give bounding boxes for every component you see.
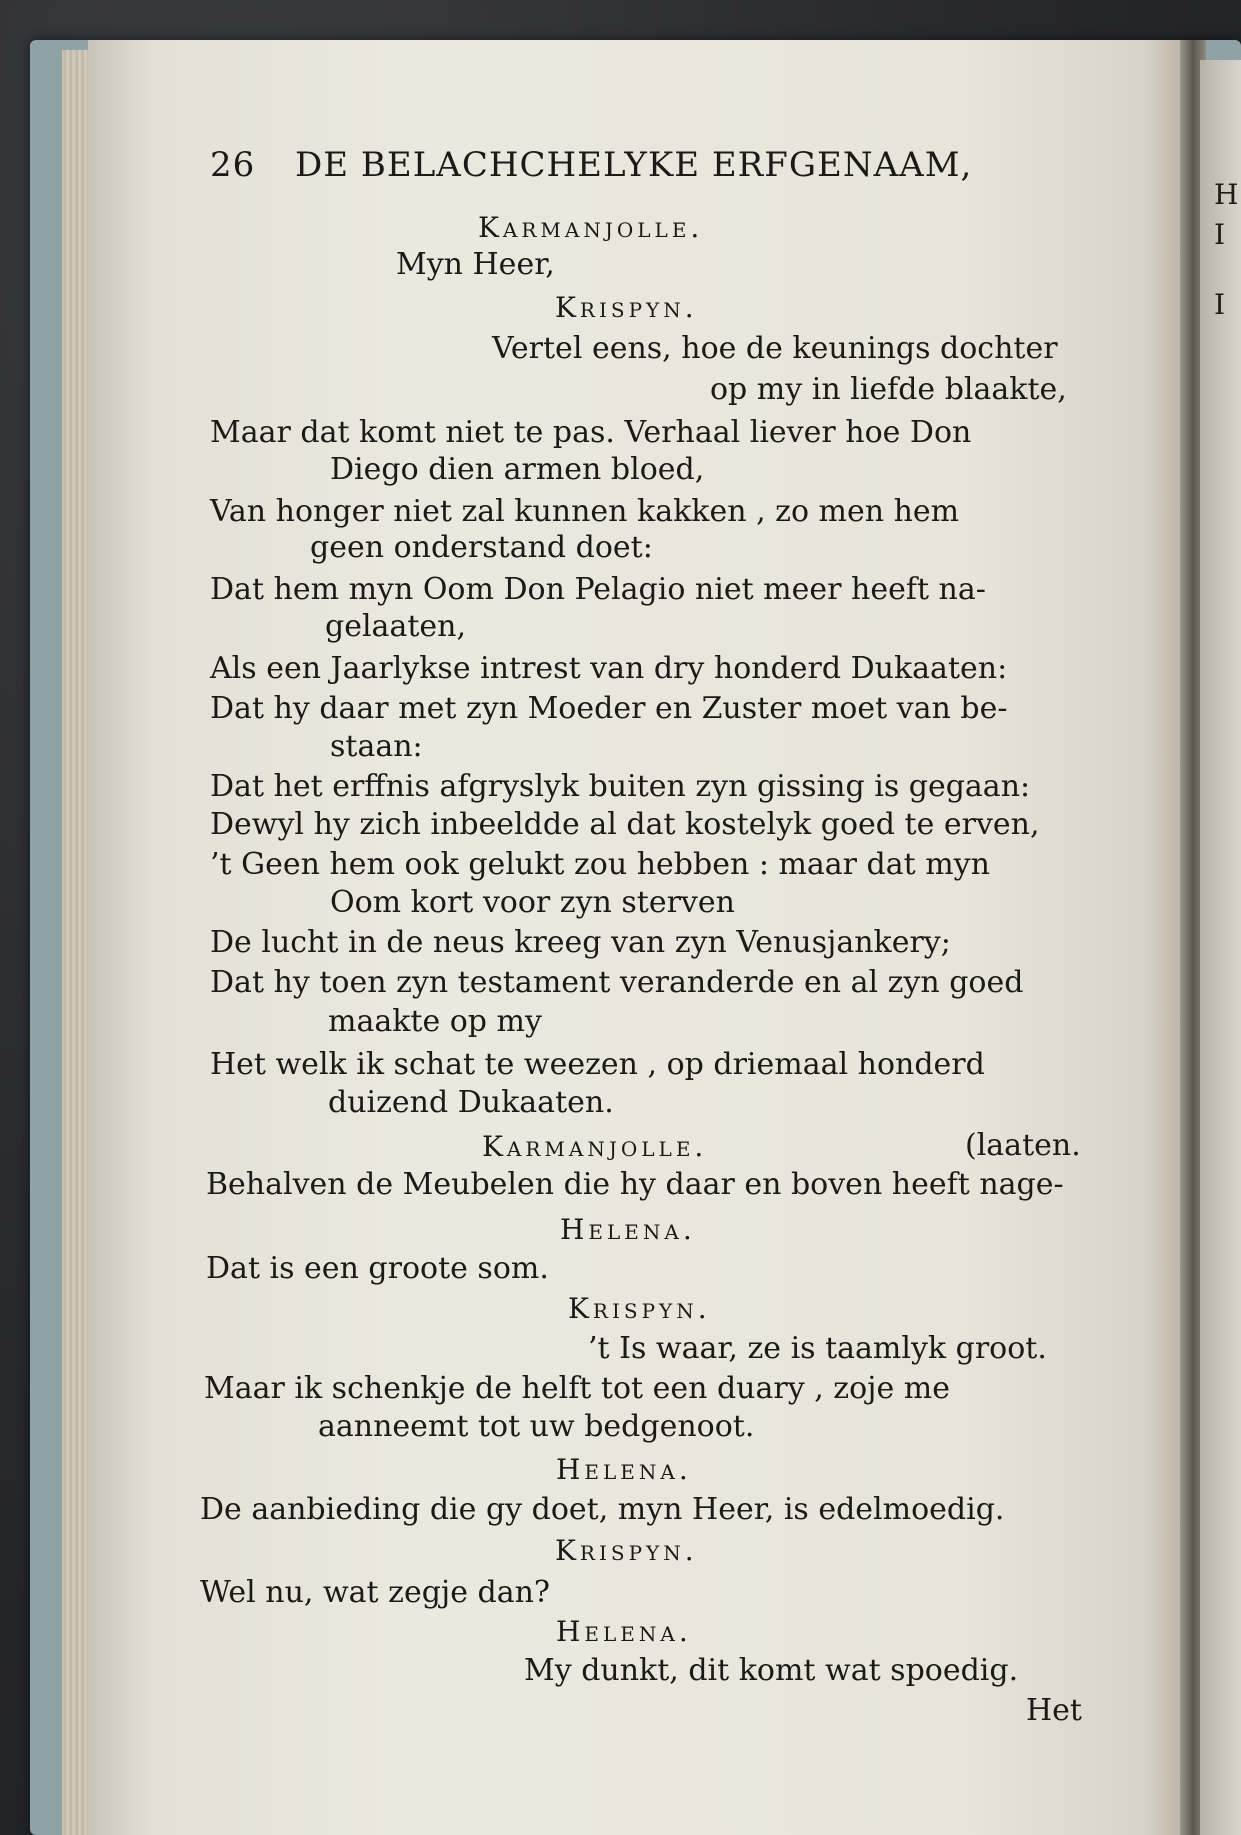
verse-line: Vertel eens, hoe de keunings dochter xyxy=(492,331,1058,366)
verse-line: Behalven de Meubelen die hy daar en boven heeft nage- xyxy=(206,1167,1064,1202)
speaker-name: Karmanjolle. xyxy=(482,1130,708,1163)
verse-line: Dat hy toen zyn testament veranderde en al zyn goed xyxy=(210,965,1024,1000)
verse-line: geen onderstand doet: xyxy=(310,530,653,565)
verse-line: maakte op my xyxy=(328,1004,542,1039)
next-page-letter: H xyxy=(1214,178,1239,211)
verse-line: De aanbieding die gy doet, myn Heer, is edelmoedig. xyxy=(200,1492,1005,1527)
verse-line: Myn Heer, xyxy=(396,247,555,282)
speaker-name: Krispyn. xyxy=(555,291,698,324)
verse-line: staan: xyxy=(330,729,423,764)
speaker-name: Helena. xyxy=(560,1213,696,1246)
verse-line: Diego dien armen bloed, xyxy=(330,452,705,487)
verse-line: Dewyl hy zich inbeeldde al dat kostelyk goed te erven, xyxy=(210,807,1040,842)
verse-line: Oom kort voor zyn sterven xyxy=(330,885,735,920)
verse-line: Maar dat komt niet te pas. Verhaal liever hoe Don xyxy=(210,415,972,450)
verse-line: gelaaten, xyxy=(325,609,466,644)
verse-line: aanneemt tot uw bedgenoot. xyxy=(318,1409,755,1444)
verse-line: Het welk ik schat te weezen , op driemaal honderd xyxy=(210,1047,985,1082)
verse-line: ’t Is waar, ze is taamlyk groot. xyxy=(588,1331,1047,1366)
speaker-name: Karmanjolle. xyxy=(478,211,704,244)
verse-line: Dat hem myn Oom Don Pelagio niet meer heeft na- xyxy=(210,572,986,607)
next-page-letter: I xyxy=(1214,288,1226,321)
verse-line: (laaten. xyxy=(965,1128,1081,1163)
verse-line: Dat het erffnis afgryslyk buiten zyn gissing is gegaan: xyxy=(210,769,1031,804)
verse-line: My dunkt, dit komt wat spoedig. xyxy=(524,1653,1019,1688)
speaker-name: Krispyn. xyxy=(555,1534,698,1567)
speaker-name: Krispyn. xyxy=(568,1292,711,1325)
verse-line: op my in liefde blaakte, xyxy=(710,372,1067,407)
verse-line: Dat is een groote som. xyxy=(206,1251,549,1286)
verse-line: Wel nu, wat zegje dan? xyxy=(200,1575,550,1610)
verse-line: duizend Dukaaten. xyxy=(328,1085,614,1120)
verse-line: ’t Geen hem ook gelukt zou hebben : maar dat myn xyxy=(210,847,990,882)
speaker-name: Helena. xyxy=(556,1615,692,1648)
verse-line: Als een Jaarlykse intrest van dry honderd Dukaaten: xyxy=(210,651,1008,686)
verse-line: Maar ik schenkje de helft tot een duary , zoje me xyxy=(204,1371,950,1406)
verse-line: Dat hy daar met zyn Moeder en Zuster moet van be- xyxy=(210,691,1008,726)
page-number: 26 xyxy=(210,145,256,185)
catchword: Het xyxy=(1026,1693,1082,1728)
verse-line: Van honger niet zal kunnen kakken , zo men hem xyxy=(210,494,960,529)
speaker-name: Helena. xyxy=(556,1453,692,1486)
next-page-letter: I xyxy=(1214,218,1226,251)
running-title: DE BELACHCHELYKE ERFGENAAM, xyxy=(295,145,973,185)
verse-line: De lucht in de neus kreeg van zyn Venusjankery; xyxy=(210,925,951,960)
